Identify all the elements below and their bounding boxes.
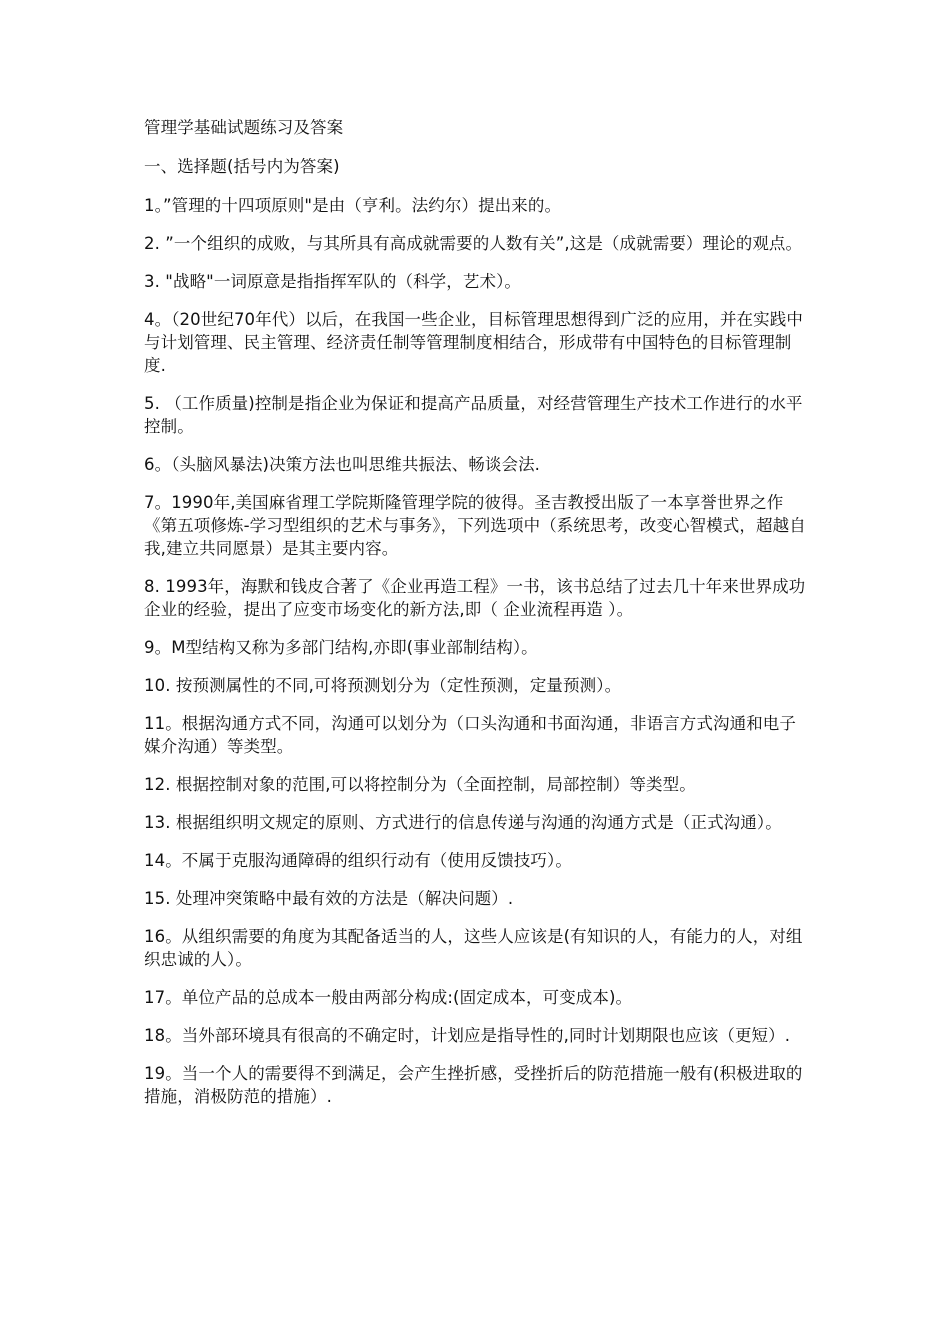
question-item: 8. 1993年，海默和钱皮合著了《企业再造工程》一书，该书总结了过去几十年来世界成功企业的经验，提出了应变市场变化的新方法,即（ 企业流程再造 ）。 — [144, 577, 806, 619]
document-title: 管理学基础试题练习及答案 — [144, 118, 344, 137]
question-item: 6。（头脑风暴法)决策方法也叫思维共振法、畅谈会法. — [144, 455, 541, 474]
question-item: 16。从组织需要的角度为其配备适当的人，这些人应该是(有知识的人，有能力的人，对组织忠诚的人）。 — [144, 927, 803, 969]
question-item: 10. 按预测属性的不同,可将预测划分为（定性预测，定量预测）。 — [144, 676, 622, 695]
question-item: 2. ”一个组织的成败，与其所具有高成就需要的人数有关”,这是（成就需要）理论的观点。 — [144, 234, 803, 253]
section-heading: 一、选择题(括号内为答案) — [144, 157, 340, 176]
question-item: 7。1990年,美国麻省理工学院斯隆管理学院的彼得。圣吉教授出版了一本享誉世界之作《第五项修炼-学习型组织的艺术与事务》，下列选项中（系统思考，改变心智模式，超越自我,建立共同愿景）是其主要内容。 — [144, 493, 806, 558]
question-item: 17。单位产品的总成本一般由两部分构成:(固定成本，可变成本)。 — [144, 988, 633, 1007]
question-item: 14。不属于克服沟通障碍的组织行动有（使用反馈技巧）。 — [144, 851, 572, 870]
question-item: 5. （工作质量)控制是指企业为保证和提高产品质量，对经营管理生产技术工作进行的水平控制。 — [144, 394, 803, 436]
document-content — [144, 116, 808, 1123]
question-item: 12. 根据控制对象的范围,可以将控制分为（全面控制，局部控制）等类型。 — [144, 775, 696, 794]
question-item: 4。（20世纪70年代）以后，在我国一些企业，目标管理思想得到广泛的应用，并在实践中与计划管理、民主管理、经济责任制等管理制度相结合，形成带有中国特色的目标管理制度. — [144, 310, 803, 375]
question-item: 9。M型结构又称为多部门结构,亦即(事业部制结构）。 — [144, 638, 538, 657]
question-item: 18。当外部环境具有很高的不确定时，计划应是指导性的,同时计划期限也应该（更短）. — [144, 1026, 791, 1045]
question-item: 15. 处理冲突策略中最有效的方法是（解决问题）. — [144, 889, 514, 908]
question-item: 3. "战略"一词原意是指指挥军队的（科学，艺术）。 — [144, 272, 522, 291]
question-item: 13. 根据组织明文规定的原则、方式进行的信息传递与沟通的沟通方式是（正式沟通）。 — [144, 813, 782, 832]
question-item: 1。”管理的十四项原则"是由（亨利。法约尔）提出来的。 — [144, 196, 562, 215]
question-item: 19。当一个人的需要得不到满足，会产生挫折感，受挫折后的防范措施一般有(积极进取的措施，消极防范的措施）. — [144, 1064, 803, 1106]
question-item: 11。根据沟通方式不同，沟通可以划分为（口头沟通和书面沟通，非语言方式沟通和电子媒介沟通）等类型。 — [144, 714, 796, 756]
